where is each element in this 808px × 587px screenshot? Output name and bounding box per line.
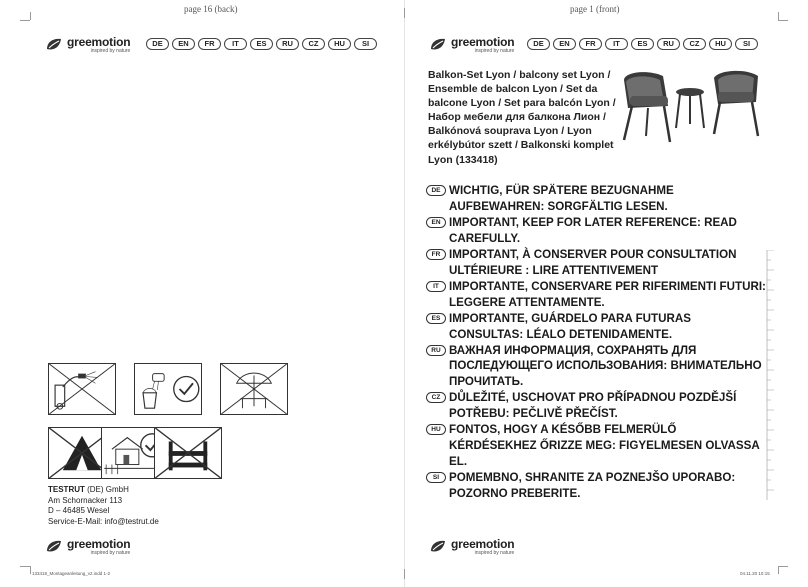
lang-pill: ES [631, 38, 654, 50]
crop-mark [30, 566, 31, 574]
pictogram-no-parasol [220, 363, 288, 415]
product-title: Balkon-Set Lyon / balcony set Lyon / Ensemble de balcon Lyon / Set da balcone Lyon / Set para balcón Lyon / Набор мебели для балкона Лион / Balkónová souprava Lyon / Lyon erkélybútor szett / Balkonski komplet Lyon (133418) [428, 69, 616, 166]
notice-lang-tag: DE [426, 185, 446, 196]
chair-illustration [714, 71, 758, 136]
brand-logo-footer [45, 538, 130, 556]
brand-logo [45, 36, 130, 54]
no-parasol-icon [221, 364, 287, 414]
brand-tagline: inspired by nature [474, 48, 515, 54]
brand-tagline: inspired by nature [90, 48, 131, 54]
notice-item [426, 215, 766, 247]
notice-text: DŮLEŽITÉ, USCHOVAT PRO PŘÍPADNOU POZDĚJŠÍ POTŘEBU: PEČLIVĚ PŘEČÍST. [449, 391, 737, 421]
notice-lang-tag: SI [426, 472, 446, 483]
lang-pill: FR [579, 38, 602, 50]
notice-item [426, 390, 766, 422]
print-file-slug: 133418_Montageanleitung_v2.indd 1-2 [32, 571, 111, 576]
bucket-sponge-check-icon [135, 364, 201, 414]
no-pressure-washer-icon [49, 364, 115, 414]
notice-item [426, 279, 766, 311]
chair-illustration [624, 72, 670, 142]
service-email: Service-E-Mail: info@testrut.de [48, 516, 159, 526]
city: D – 46485 Wesel [48, 506, 110, 516]
no-stacking-icon [155, 428, 221, 478]
crop-mark [404, 8, 405, 18]
brand-logo [429, 36, 514, 54]
lang-pill: EN [553, 38, 576, 50]
brand-logo-footer [429, 538, 514, 556]
notice-text: ВАЖНАЯ ИНФОРМАЦИЯ, СОХРАНЯТЬ ДЛЯ ПОСЛЕДУЮЩЕГО ИСПОЛЬЗОВАНИЯ: ВНИМАТЕЛЬНО ПРОЧИТАТЬ. [449, 343, 762, 389]
company-suffix: (DE) GmbH [84, 485, 129, 494]
print-date-slug: 04.11.20 10:15 [740, 571, 770, 576]
lang-pill: CZ [683, 38, 706, 50]
notice-lang-tag: EN [426, 217, 446, 228]
crop-mark [778, 20, 788, 21]
notice-item [426, 247, 766, 279]
lang-pill: DE [527, 38, 550, 50]
leaf-logo-icon [429, 37, 447, 53]
pictogram-no-pressure-washer [48, 363, 116, 415]
page-label-back: page 16 (back) [184, 4, 238, 14]
notice-text: IMPORTANTE, GUÁRDELO PARA FUTURAS CONSULTAS: LÉALO DETENIDAMENTE. [449, 311, 691, 341]
brand-tagline: inspired by nature [90, 550, 131, 556]
notice-lang-tag: RU [426, 345, 446, 356]
page-label-front: page 1 (front) [570, 4, 620, 14]
lang-pill: ES [250, 38, 273, 50]
language-list-front [527, 38, 758, 50]
brand-name: greemotion [67, 537, 131, 551]
page-fold-line [404, 0, 405, 587]
notice-text: POMEMBNO, SHRANITE ZA POZNEJŠO UPORABO: POZORNO PREBERITE. [449, 471, 736, 501]
lang-pill: DE [146, 38, 169, 50]
measuring-ruler [765, 250, 777, 500]
manufacturer-address [48, 485, 159, 527]
company-line [48, 485, 159, 496]
notice-text: WICHTIG, FÜR SPÄTERE BEZUGNAHME AUFBEWAHREN: SORGFÄLTIG LESEN. [449, 184, 674, 213]
notice-item [426, 470, 766, 502]
street: Am Schornacker 113 [48, 495, 123, 505]
lang-pill: FR [198, 38, 221, 50]
leaf-logo-icon [45, 539, 63, 555]
notice-lang-tag: FR [426, 249, 446, 260]
lang-pill: CZ [302, 38, 325, 50]
lang-pill: HU [709, 38, 732, 50]
language-list-back [146, 38, 377, 50]
lang-pill: IT [224, 38, 247, 50]
notice-text: IMPORTANT, KEEP FOR LATER REFERENCE: READ CAREFULLY. [449, 215, 737, 245]
lang-pill: IT [605, 38, 628, 50]
notice-text: FONTOS, HOGY A KÉSŐBB FELMERÜLŐ KÉRDÉSEKHEZ ŐRIZZE MEG: FIGYELMESEN OLVASSA EL. [449, 423, 760, 469]
crop-mark [778, 566, 788, 567]
notice-lang-tag: IT [426, 281, 446, 292]
notice-item [426, 422, 766, 470]
crop-mark [20, 566, 30, 567]
lang-pill: HU [328, 38, 351, 50]
brand-name: greemotion [451, 537, 515, 551]
brand-tagline: inspired by nature [474, 550, 515, 556]
notice-text: IMPORTANT, À CONSERVER POUR CONSULTATION ULTÉRIEURE : LIRE ATTENTIVEMENT [449, 247, 737, 277]
pictogram-clean-with-water [134, 363, 202, 415]
safety-notices [426, 183, 766, 502]
leaf-logo-icon [429, 539, 447, 555]
crop-mark [778, 12, 779, 20]
lang-pill: RU [276, 38, 299, 50]
crop-mark [404, 569, 405, 579]
notice-item [426, 183, 766, 215]
pictogram-no-overload [154, 427, 222, 479]
notice-item [426, 311, 766, 343]
notice-lang-tag: HU [426, 424, 446, 435]
notice-text: IMPORTANTE, CONSERVARE PER RIFERIMENTI FUTURI: LEGGERE ATTENTAMENTE. [449, 279, 766, 309]
lang-pill: EN [172, 38, 195, 50]
crop-mark [778, 566, 779, 574]
brand-name: greemotion [451, 35, 515, 49]
lang-pill: SI [735, 38, 758, 50]
crop-mark [30, 12, 31, 20]
lang-pill: SI [354, 38, 377, 50]
crop-mark [20, 20, 30, 21]
leaf-logo-icon [45, 37, 63, 53]
company-name: TESTRUT [48, 485, 85, 494]
side-table-illustration [676, 88, 704, 128]
lang-pill: RU [657, 38, 680, 50]
balcony-set-product-image [618, 66, 763, 146]
notice-item [426, 343, 766, 391]
notice-lang-tag: CZ [426, 392, 446, 403]
notice-lang-tag: ES [426, 313, 446, 324]
brand-name: greemotion [67, 35, 131, 49]
